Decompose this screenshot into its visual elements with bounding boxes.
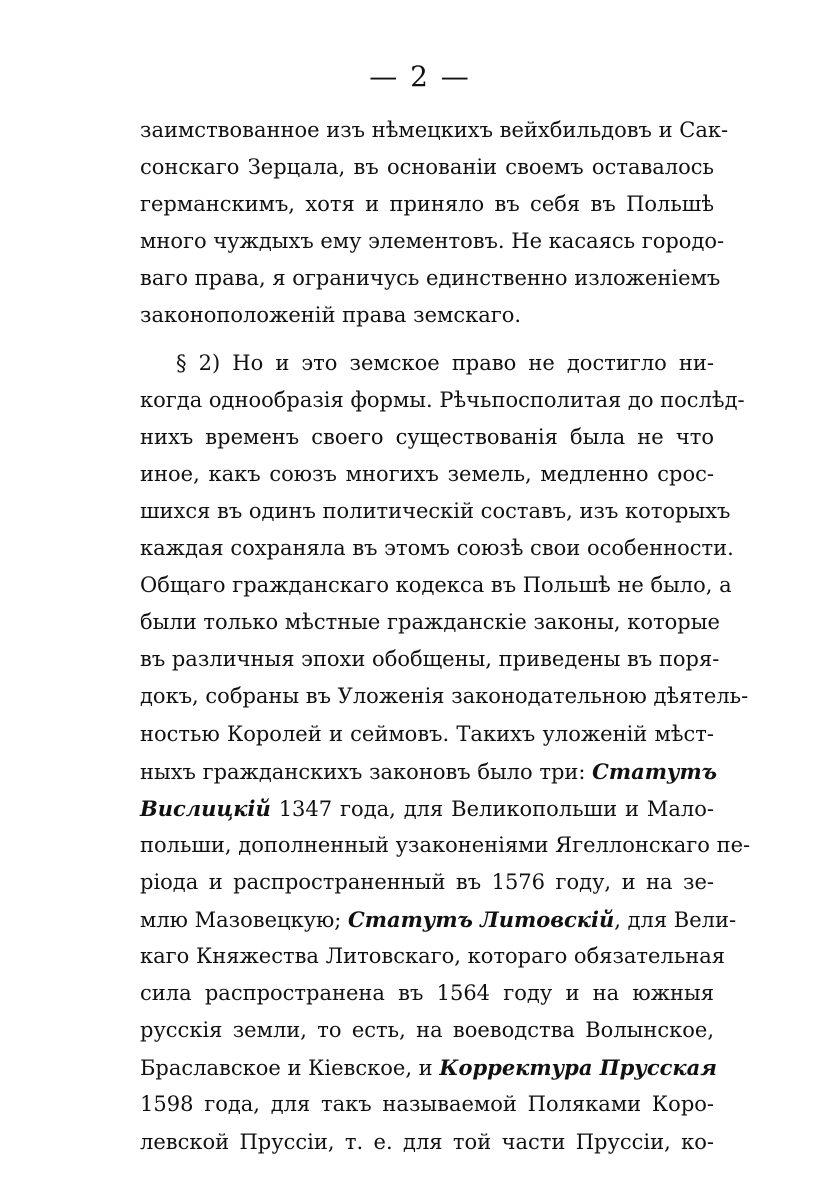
text-line: заимствованное изъ нѣмецкихъ вейхбильдовъ и Сак- [140,118,729,142]
text-line: левской Пруссіи, т. е. для той части Пруссіи, ко- [140,1129,714,1154]
text-line: нихъ временъ своего существованія была не что [140,424,714,449]
text-line: иное, какъ союзъ многихъ земель, медленно срос- [140,461,714,486]
text-line: каго Княжества Литовскаго, котораго обязательная [140,944,726,969]
text-line: законоположеній права земскаго. [140,303,522,328]
text-line: Общаго гражданскаго кодекса въ Польшѣ не было, а [140,573,732,598]
text-line [140,1049,717,1086]
text-line: сонскаго Зерцала, въ основаніи своемъ оставалось [140,155,714,180]
text-line: въ различныя эпохи обобщены, приведены въ поря- [140,647,720,672]
page-number: — 2 — [369,60,471,93]
text-line: ностью Королей и сеймовъ. Такихъ уложеній мѣст- [140,721,714,746]
text-line: когда однообразія формы. Рѣчьпосполитая до послѣд- [140,387,745,412]
body-text [140,112,751,1161]
text-line: много чуждыхъ ему элементовъ. Не касаясь городо- [140,229,725,254]
text-line: 1598 года, для такъ называемой Поляками Коро- [140,1092,714,1117]
text-line: ріода и распространенный въ 1576 году, и на зе- [140,869,714,894]
statute-title: Корректура Прусская [439,1055,717,1081]
text-line [140,790,714,827]
text-line: были только мѣстные гражданскіе законы, которые [140,610,720,635]
line-text: Браславское и Кіевское, и [140,1056,440,1081]
text-line [140,753,717,790]
statute-title: Статутъ [592,758,717,784]
text-line: ваго права, я ограничусь единственно изложеніемъ [140,266,721,291]
statute-title: Статутъ Литовскій [348,906,615,932]
text-line: польши, дополненный узаконеніями Ягеллонскаго пе- [140,832,751,857]
text-line: русскія земли, то есть, на воеводства Волынское, [140,1018,714,1043]
text-line: германскимъ, хотя и приняло въ себя въ Польшѣ [140,192,714,217]
text-line: каждая сохраняла въ этомъ союзѣ свои особенности. [140,536,734,561]
text-line: шихся въ одинъ политическій составъ, изъ которыхъ [140,498,731,523]
section-start-line: § 2) Но и это земское право не достигло ни- [176,350,714,375]
line-text: ныхъ гражданскихъ законовъ было три: [140,759,593,784]
line-text: 1347 года, для Великопольши и Мало- [270,796,714,821]
statute-title: Вислицкій [140,795,271,821]
text-line [140,901,737,938]
line-text: , для Вели- [614,907,737,932]
text-line: докъ, собраны въ Уложенія законодательною дѣятель- [140,684,749,709]
paragraph-gap [140,335,714,345]
text-line: сила распространена въ 1564 году и на южныя [140,981,714,1006]
line-text: млю Мазовецкую; [140,907,349,932]
